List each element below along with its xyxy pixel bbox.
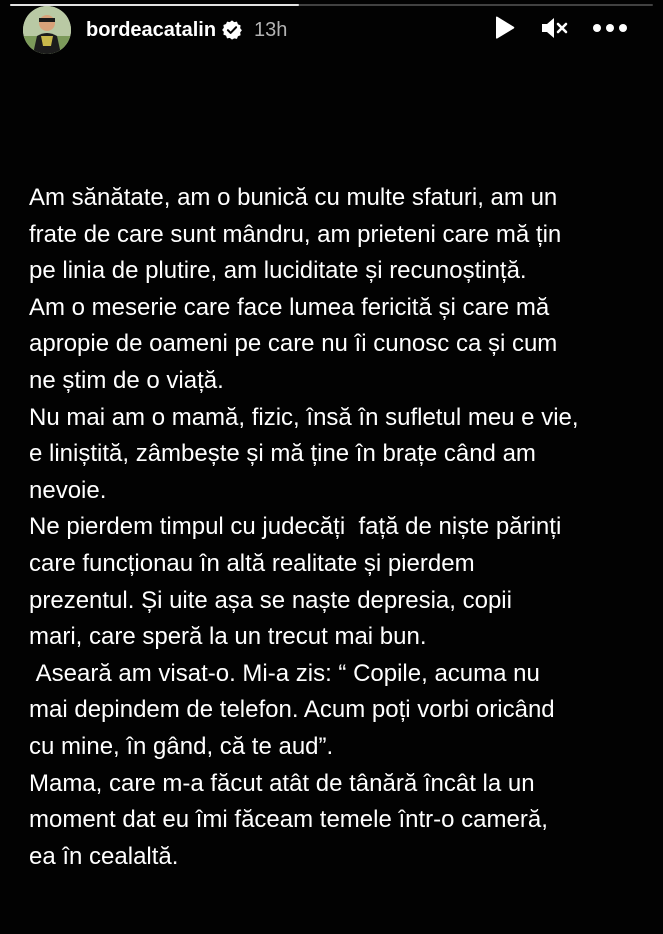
story-caption-text: [29, 180, 644, 875]
play-icon: [492, 15, 516, 41]
caption-line: Mama, care m-a făcut atât de tânără încât la un: [29, 769, 535, 797]
story-header: [0, 0, 663, 62]
avatar-photo: [23, 6, 71, 54]
muted-speaker-icon: [540, 15, 570, 41]
caption-line: Am o meserie care face lumea fericită și care mă: [29, 293, 550, 321]
more-options-icon: [592, 23, 628, 33]
avatar[interactable]: [23, 6, 71, 54]
caption-line: apropie de oameni pe care nu îi cunosc ca și cum: [29, 330, 558, 358]
caption-line: Ne pierdem timpul cu judecăți față de niște părinți: [29, 513, 562, 541]
post-timestamp: 13h: [254, 19, 288, 41]
caption-line: e liniștită, zâmbește și mă ține în brațe când am: [29, 440, 536, 468]
verified-badge-icon: [221, 19, 243, 41]
caption-line: nevoie.: [29, 476, 107, 504]
more-options-button[interactable]: [592, 14, 628, 42]
caption-line: mari, care speră la un trecut mai bun.: [29, 623, 427, 651]
play-button[interactable]: [490, 14, 518, 42]
caption-line: ea în cealaltă.: [29, 842, 179, 870]
caption-line: frate de care sunt mândru, am prieteni care mă țin: [29, 220, 562, 248]
mute-button[interactable]: [539, 14, 571, 42]
caption-line: Aseară am visat-o. Mi-a zis: “ Copile, acuma nu: [29, 659, 540, 687]
caption-line: mai depindem de telefon. Acum poți vorbi oricând: [29, 696, 555, 724]
username[interactable]: bordeacatalin: [86, 19, 217, 41]
caption-line: ne știm de o viață.: [29, 366, 224, 394]
caption-line: Nu mai am o mamă, fizic, însă în sufletul meu e vie,: [29, 403, 579, 431]
caption-line: moment dat eu îmi făceam temele într-o cameră,: [29, 806, 548, 834]
caption-line: prezentul. Și uite așa se naște depresia, copii: [29, 586, 512, 614]
caption-line: care funcționau în altă realitate și pierdem: [29, 549, 475, 577]
caption-line: Am sănătate, am o bunică cu multe sfaturi, am un: [29, 184, 558, 211]
caption-line: pe linia de plutire, am luciditate și recunoștință.: [29, 257, 527, 285]
caption-line: cu mine, în gând, că te aud”.: [29, 732, 334, 760]
